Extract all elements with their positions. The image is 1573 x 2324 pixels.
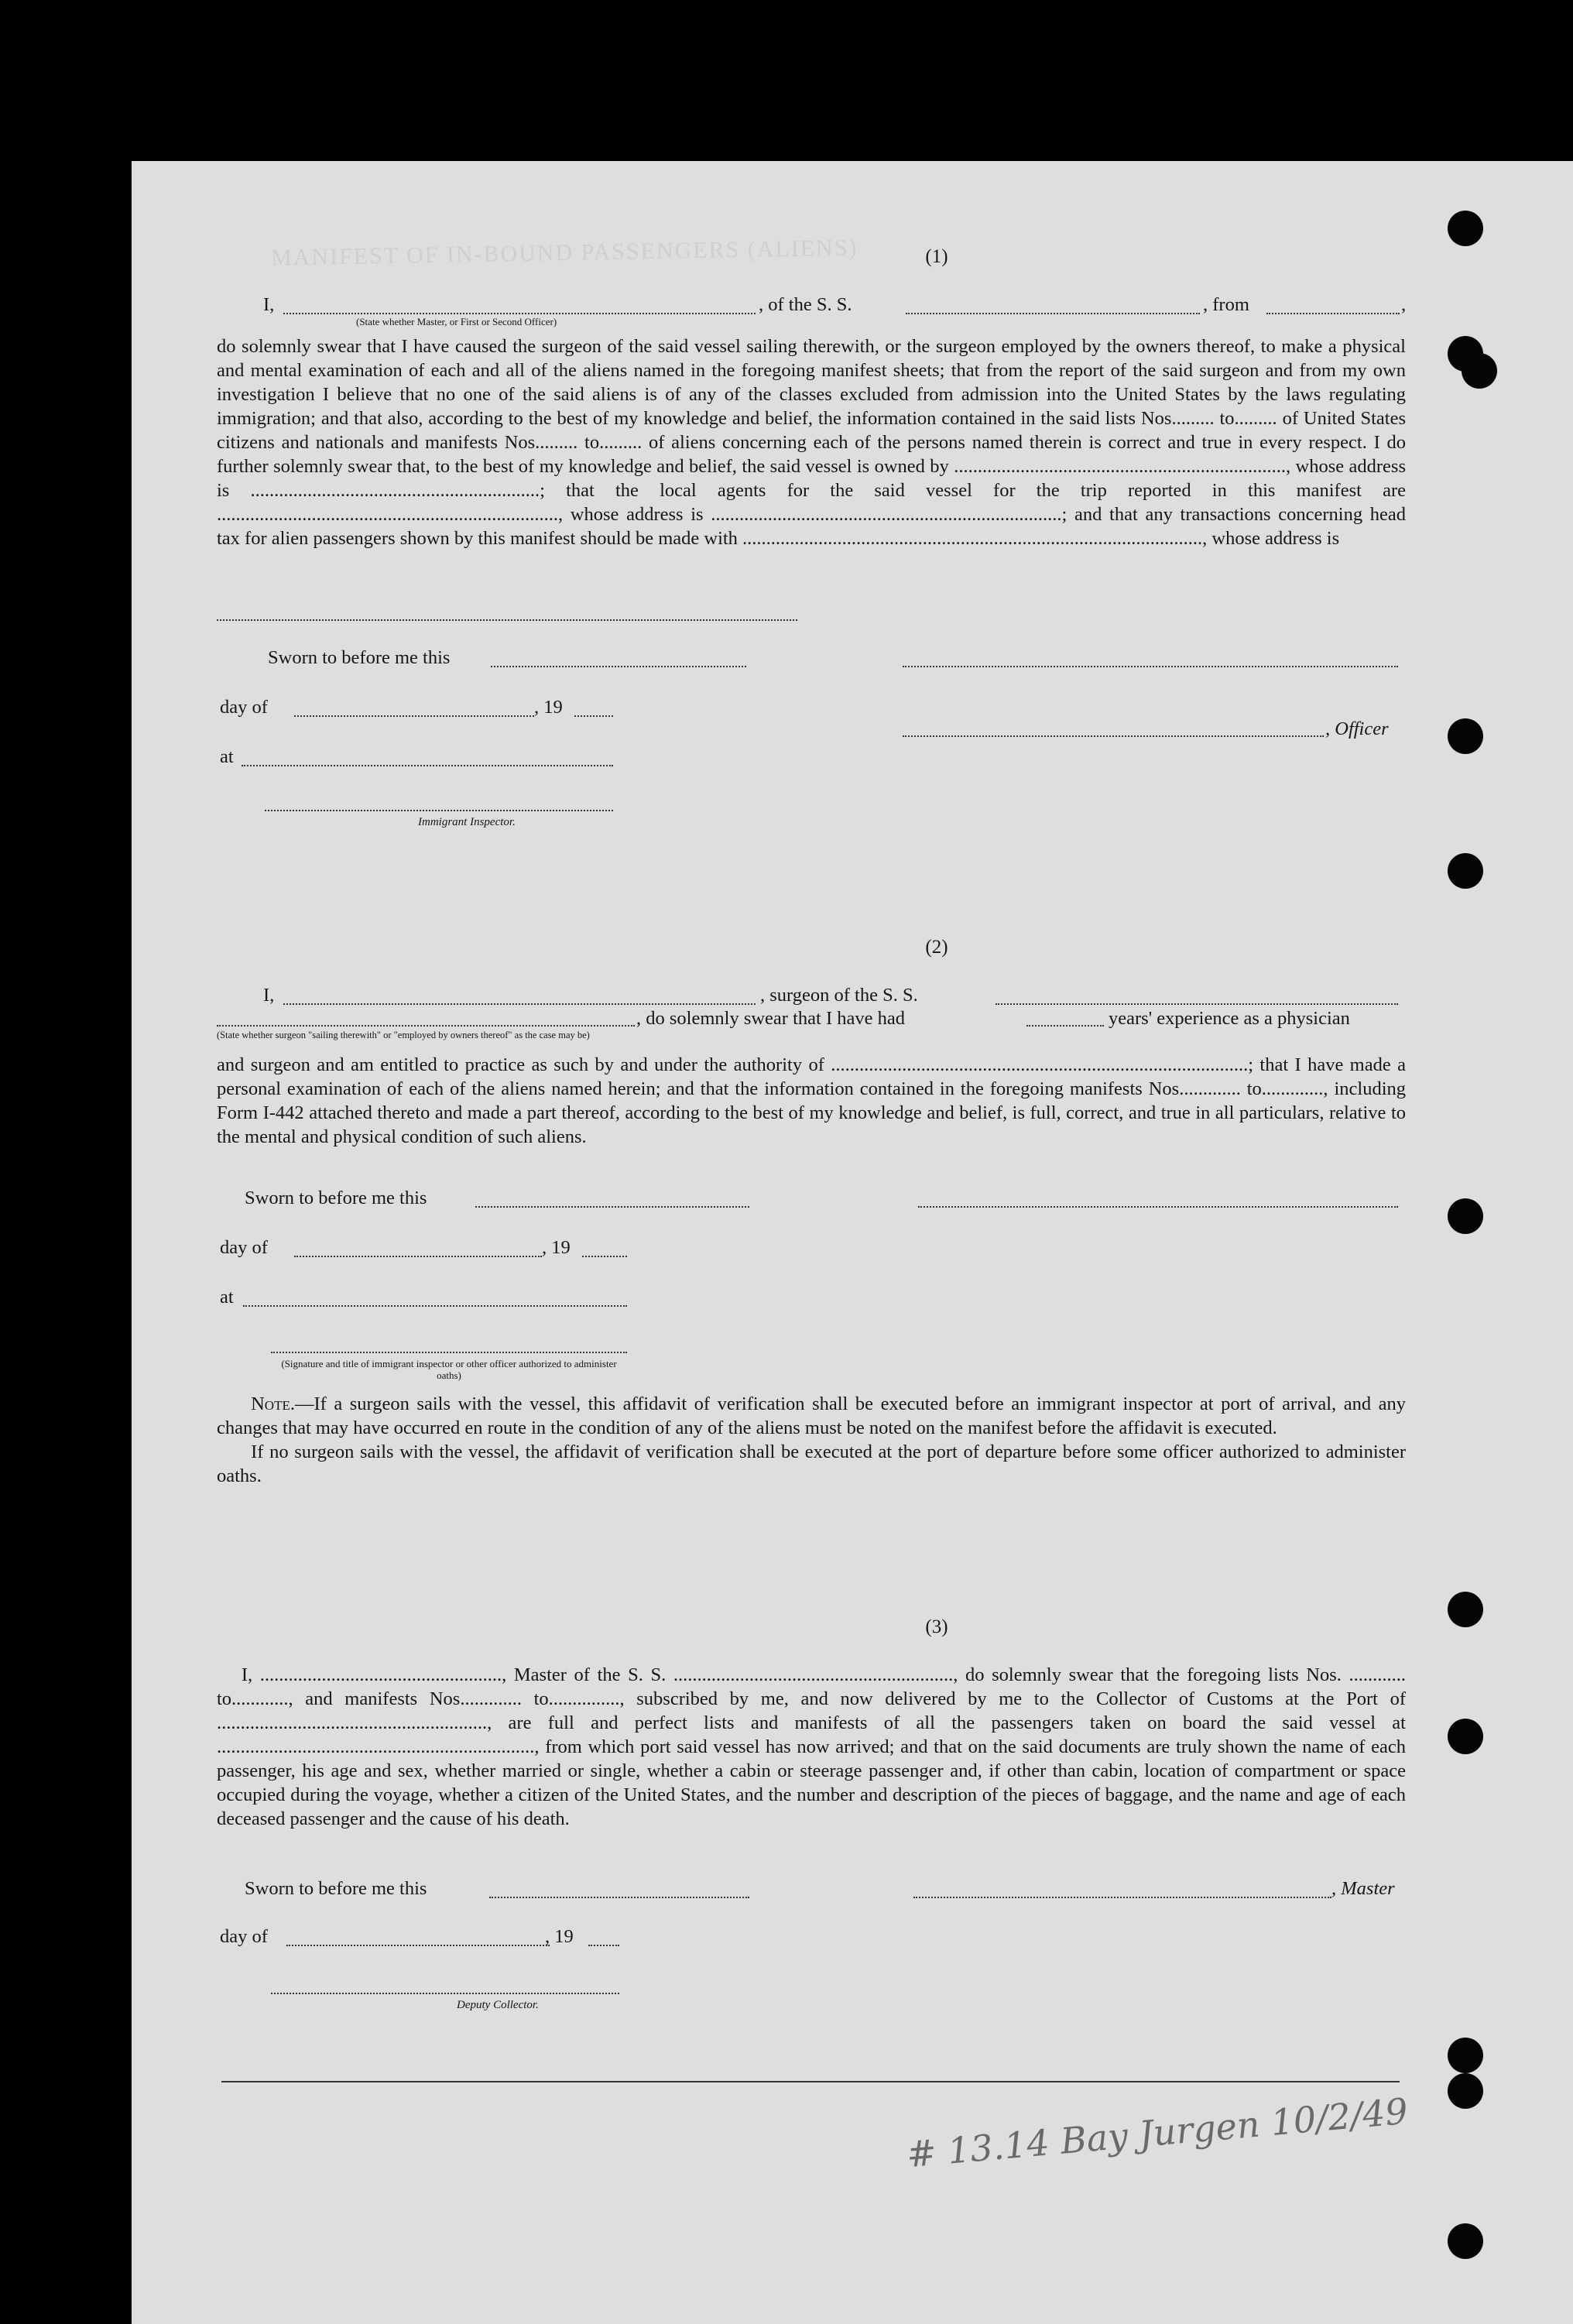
s1-line-comma: , — [1401, 294, 1407, 315]
s3-sworn: Sworn to before me this — [245, 1878, 427, 1899]
s2-inspector-sign-field[interactable] — [271, 1352, 627, 1353]
handwritten-note: # 13.14 Bay Jurgen 10/2/49 — [904, 2089, 1410, 2176]
s2-sworn-field[interactable] — [475, 1206, 749, 1208]
punch-hole-7 — [1448, 1592, 1483, 1627]
s3-master-sign-field[interactable] — [913, 1897, 1331, 1898]
punch-hole-10 — [1448, 2073, 1483, 2109]
s3-day-field[interactable] — [286, 1945, 550, 1946]
s3-oath-paragraph: I, ..................................................., Master of the S. S. ..........................................................., do solemnly swear that the foregoing lists Nos. ............ to............, and manifests Nos............. to..............., subscribed by me, and now delivered by me to the Collector of Customs at the Port of ........................................................., are full and perfect lists and manifests of all the passengers taken on board the said vessel at ..................................................................., from which port said vessel has now arrived; and that on the said documents are truly shown the name of each passenger, his age and sex, whether married or single, whether a cabin or steerage passenger and, if other than cabin, location of compartment or space occupied during the voyage, whether a citizen of the United States, and the number and description of the pieces of baggage, and the name and age of each deceased passenger and the cause of his death. — [217, 1664, 1406, 1829]
s1-line-vessel: , of the S. S. — [759, 294, 852, 315]
s1-day-of: day of — [220, 697, 268, 718]
s3-collector-caption: Deputy Collector. — [457, 1999, 539, 2011]
s2-note-label: Note. — [251, 1393, 295, 1414]
s2-note: Note.—If a surgeon sails with the vessel, this affidavit of verification shall be executed before an immigrant inspector at port of arrival, and any changes that may have occurred en route in the condition of any of the aliens must be noted on the manifest before the affidavit is executed. If no surgeon sails with the vessel, the affidavit of verification shall be executed at the port of departure before some officer authorized to administer oaths. — [217, 1393, 1406, 1486]
s1-officer-label: , Officer — [1325, 718, 1389, 739]
s2-at: at — [220, 1287, 234, 1308]
document-page — [132, 161, 1573, 2324]
s2-oath-paragraph: and surgeon and am entitled to practice as such by and under the authority of ........................................................................................; that I have made a personal examination of each of the aliens named herein; and that the information contained in the foregoing manifests Nos............. to............., including Form I-442 attached thereto and made a part thereof, according to the best of my knowledge and belief, is full, correct, and true in all particulars, relative to the mental and physical condition of such aliens. — [217, 1054, 1406, 1147]
s1-day-field[interactable] — [294, 715, 534, 717]
punch-hole-8 — [1448, 1719, 1483, 1754]
s1-officer-sign-field[interactable] — [903, 735, 1324, 737]
s3-master-label: , Master — [1331, 1878, 1395, 1899]
s2-signature-field[interactable] — [918, 1206, 1398, 1208]
s2-sworn: Sworn to before me this — [245, 1188, 427, 1208]
punch-hole-5 — [1448, 853, 1483, 889]
s1-year-field[interactable] — [574, 715, 613, 717]
punch-hole-9 — [1448, 2038, 1483, 2073]
s3-year: , 19 — [545, 1926, 574, 1947]
s1-sworn-field[interactable] — [491, 666, 746, 667]
s2-year: , 19 — [542, 1237, 571, 1258]
s1-from-field[interactable] — [1266, 313, 1400, 314]
s1-at-field[interactable] — [242, 765, 613, 766]
s2-years-field[interactable] — [1026, 1025, 1104, 1027]
section-2-number: (2) — [925, 937, 948, 958]
s2-status-field[interactable] — [217, 1025, 635, 1027]
punch-hole-1 — [1448, 211, 1483, 246]
s1-oath-paragraph: do solemnly swear that I have caused the surgeon of the said vessel sailing therewith, or the surgeon employed by the owners thereof, to make a physical and mental examination of each and all of the aliens named in the foregoing manifest sheets; that from the report of the said surgeon and from my own investigation I believe that no one of the said aliens is of any of the classes excluded from admission into the United States by the laws regulating immigration; and that also, according to the best of my knowledge and belief, the information contained in the said lists Nos......... to......... of United States citizens and nationals and manifests Nos......... to......... of aliens concerning each of the persons named therein is correct and true in every respect. I do further solemnly swear that, to the best of my knowledge and belief, the said vessel is owned by ......................................................................, whose address is .............................................................; that the local agents for the said vessel for the trip reported in this manifest are ........................................................................, whose address is ..........................................................................; and that any transactions concerning head tax for alien passengers shown by this manifest should be made with ................................................................................................., whose address is — [217, 336, 1406, 549]
s2-at-field[interactable] — [243, 1305, 627, 1307]
s2-line-swear: , do solemnly swear that I have had — [636, 1008, 905, 1029]
s1-officer-caption: (State whether Master, or First or Second Officer) — [356, 316, 557, 327]
s2-day-field[interactable] — [294, 1256, 542, 1257]
s2-inspector-caption: (Signature and title of immigrant inspector or other officer authorized to administer oaths) — [281, 1358, 617, 1381]
s3-year-field[interactable] — [588, 1945, 619, 1946]
s2-line-surgeon: , surgeon of the S. S. — [760, 985, 918, 1006]
s2-surgeon-name-field[interactable] — [283, 1003, 756, 1005]
s1-signature-field[interactable] — [903, 666, 1398, 667]
s2-year-field[interactable] — [582, 1256, 627, 1257]
s1-year: , 19 — [534, 697, 563, 718]
s2-line-years: years' experience as a physician — [1109, 1008, 1350, 1029]
s2-status-caption: (State whether surgeon "sailing therewith" or "employed by owners thereof" as the case may be) — [217, 1030, 590, 1040]
s1-line-from: , from — [1203, 294, 1249, 315]
bottom-rule — [221, 2081, 1400, 2082]
punch-hole-11 — [1448, 2223, 1483, 2259]
punch-hole-3 — [1462, 353, 1497, 389]
s3-collector-sign-field[interactable] — [271, 1993, 619, 1994]
punch-hole-4 — [1448, 718, 1483, 754]
s1-at: at — [220, 746, 234, 767]
s1-inspector-caption: Immigrant Inspector. — [418, 816, 516, 828]
section-1-number: (1) — [925, 246, 948, 267]
s3-day-of: day of — [220, 1926, 268, 1947]
punch-hole-6 — [1448, 1198, 1483, 1234]
s1-officer-field[interactable] — [283, 313, 756, 314]
faded-header-text: MANIFEST OF IN-BOUND PASSENGERS (ALIENS) — [270, 235, 858, 271]
s2-vessel-field-line[interactable] — [996, 1003, 1398, 1005]
s2-line-i: I, — [263, 985, 275, 1006]
s1-address-continuation[interactable] — [217, 619, 797, 621]
s1-sworn: Sworn to before me this — [268, 647, 451, 668]
s1-line-i: I, — [263, 294, 275, 315]
section-3-number: (3) — [925, 1616, 948, 1637]
s2-day-of: day of — [220, 1237, 268, 1258]
s1-inspector-sign-field[interactable] — [265, 810, 613, 811]
s3-sworn-field[interactable] — [489, 1897, 749, 1898]
s1-vessel-field[interactable] — [906, 313, 1200, 314]
